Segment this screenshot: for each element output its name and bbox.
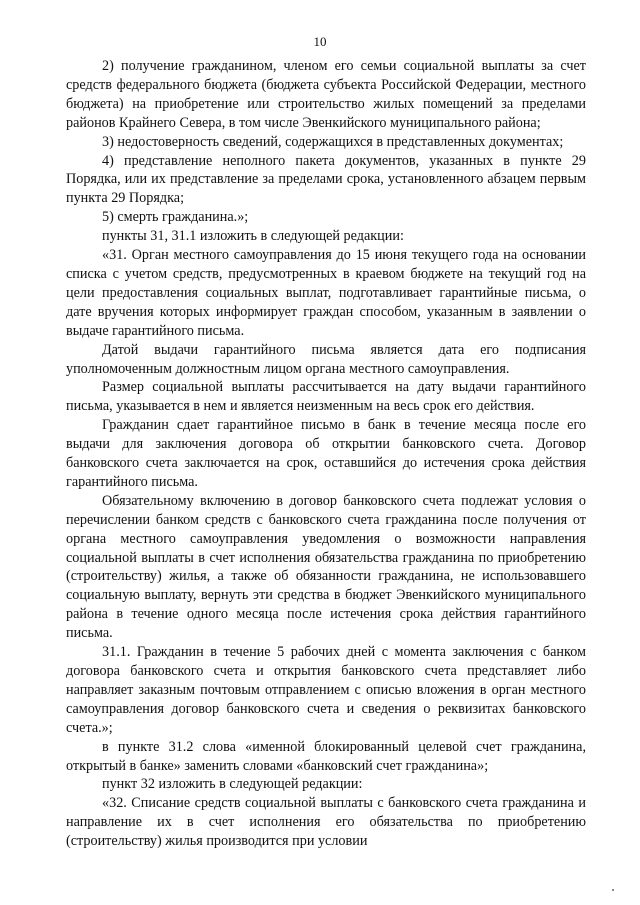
- paragraph-item-5: 5) смерть гражданина.»;: [102, 209, 249, 226]
- paragraph-amend-31-2: в пункте 31.2 слова «именной блокированный целевой счет гражданина, открытый в банке» заменить словами «банковский счет гражданина»;: [66, 738, 586, 774]
- page-number: 10: [313, 34, 327, 49]
- paragraph-item-3: 3) недостоверность сведений, содержащихся в представленных документах;: [102, 133, 564, 150]
- scan-speck: [612, 889, 614, 891]
- paragraph-amend-32: пункт 32 изложить в следующей редакции:: [102, 776, 363, 793]
- paragraph-issue-date: Датой выдачи гарантийного письма является дата его подписания уполномоченным должностным лицом органа местного самоуправления.: [66, 341, 586, 377]
- paragraph-bank-submission: Гражданин сдает гарантийное письмо в банк в течение месяца после его выдачи для заключения договора об открытии банковского счета. Договор банковского счета заключается на срок, оставшийся до истечения срока действия гарантийного письма.: [66, 417, 586, 490]
- paragraph-contract-conditions: Обязательному включению в договор банковского счета подлежат условия о перечислении банком средств с банковского счета гражданина после получения от органа местного самоуправления уведомления о возможности направления социальной выплаты в счет исполнения обязательства гражданина по приобретению (строительству) жилья, а также об обязанности гражданина, не использовавшего социальную выплату, вернуть эти средства в бюджет Эвенкийского муниципального района в течение одного месяца после истечения срока действия гарантийного письма.: [66, 492, 586, 642]
- paragraph-payment-size: Размер социальной выплаты рассчитывается на дату выдачи гарантийного письма, указывается в нем и является неизменным на весь срок его действия.: [66, 379, 586, 415]
- document-body: [66, 57, 586, 851]
- paragraph-item-2: 2) получение гражданином, членом его семьи социальной выплаты за счет средств федерального бюджета (бюджета субъекта Российской Федерации, местного бюджета) на приобретение или строительство жилых помещений за пределами районов Крайнего Севера, в том числе Эвенкийского муниципального района;: [66, 58, 586, 131]
- paragraph-clause-32: «32. Списание средств социальной выплаты с банковского счета гражданина и направление их в счет исполнения его обязательства по приобретению (строительству) жилья производится при условии: [66, 795, 586, 850]
- paragraph-item-4: 4) представление неполного пакета документов, указанных в пункте 29 Порядка, или их представление за пределами срока, установленного абзацем первым пункта 29 Порядка;: [66, 152, 586, 207]
- paragraph-clause-31: «31. Орган местного самоуправления до 15 июня текущего года на основании списка с учетом средств, предусмотренных в краевом бюджете на текущий год на цели предоставления социальных выплат, подготавливает гарантийные письма, о дате вручения которых информирует граждан способом, указанным в заявлении о выдаче гарантийного письма.: [66, 247, 586, 339]
- paragraph-clause-31-1: 31.1. Гражданин в течение 5 рабочих дней с момента заключения с банком договора банковского счета и открытия банковского счета представляет либо направляет заказным почтовым отправлением с описью вложения в орган местного самоуправления договор банковского счета и сведения о реквизитах банковского счета.»;: [66, 644, 586, 736]
- paragraph-amend-31: пункты 31, 31.1 изложить в следующей редакции:: [102, 228, 404, 245]
